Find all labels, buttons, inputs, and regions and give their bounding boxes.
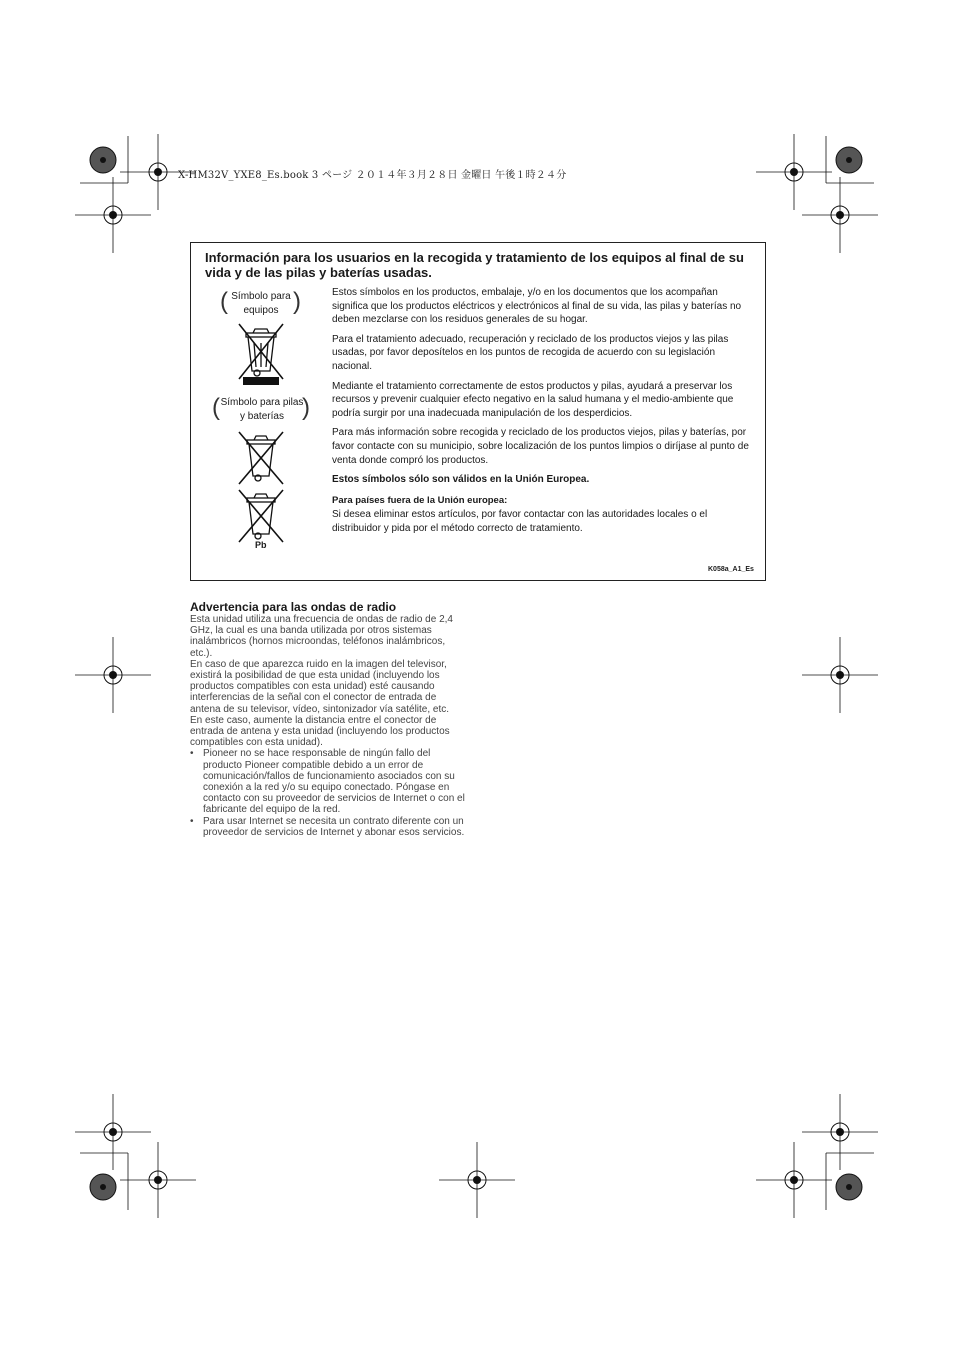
info-paragraph: Para más información sobre recogida y reciclado de los productos viejos, pilas y baterías, por favor contacte con su municipio, sobre localización de los puntos limpios o diríjase al punto de venta donde compró los productos. [332,427,749,466]
radio-section-body [190,614,465,838]
info-paragraph: Mediante el tratamiento correctamente de estos productos y pilas, ayudará a preservar los recursos y prevenir cualquier efecto negativo en la salud humana y el medio-ambiente que podría surgir por una inadecuada manipulación de los desperdicios. [332,380,734,419]
non-eu-heading: Para países fuera de la Unión europea: [332,494,508,506]
crossed-bin-icon [231,321,291,383]
file-header-line: X-HM32V_YXE8_Es.book 3 ページ ２０１４年３月２８日 金曜日 午後１時２４分 [178,170,567,181]
radio-paragraph: En caso de que aparezca ruido en la imagen del televisor, existirá la posibilidad de que esta unidad (incluyendo los productos compatibles con esta unidad) esté causando interferencias de la señal con el conector de entrada de antena de su televisor, vídeo, sintonizador vía satélite, etc. [190,658,450,715]
list-item-text: Para usar Internet se necesita un contrato diferente con un proveedor de servicios de Internet y abonar esos servicios. [203,815,465,838]
paren-right-icon: ) [293,288,301,315]
info-box-title: Información para los usuarios en la recogida y tratamiento de los equipos al final de su vida y de las pilas y baterías usadas. [205,250,744,280]
eu-note: Estos símbolos sólo son válidos en la Unión Europea. [332,474,590,486]
symbol-label-batteries: Símbolo para pilas y baterías [220,397,304,422]
symbol-label-equipment: Símbolo para equipos [231,291,291,316]
black-bar [243,377,279,385]
radio-bullet-list [190,748,465,838]
list-item [190,816,465,838]
info-paragraph: Estos símbolos en los productos, embalaje, y/o en los documentos que los acompañan significa que los productos eléctricos y electrónicos al final de su vida, las pilas y baterías no deben mezclarse con los residuos generales de su hogar. [332,287,742,326]
non-eu-text: Si desea eliminar estos artículos, por favor contactar con las autoridades locales o el distribuidor y pida por el método correcto de tratamiento. [332,509,708,534]
crossed-bin-pb-icon [233,488,289,544]
radio-section-title: Advertencia para las ondas de radio [190,600,397,614]
symbol-label-equipment-wrap [220,290,302,320]
pb-label: Pb [255,540,267,550]
info-paragraph: Para el tratamiento adecuado, recuperación y reciclado de los productos viejos y las pilas usadas, por favor deposítelos en los puntos de recogida de acuerdo con su legislación nacional. [332,333,729,372]
crossed-bin-battery-icon [233,430,289,486]
bullet-icon: • [190,815,194,827]
paren-left-icon: ( [212,394,220,421]
doc-code: K058a_A1_Es [708,566,754,573]
list-item-text: Pioneer no se hace responsable de ningún fallo del producto Pioneer compatible debido a un error de comunicación/fallos de funcionamiento asociados con su conexión a la red y/o su equipo conectado. Póngase en contacto con su proveedor de servicios de Internet o con el fabricante del equipo de la red. [203,748,465,816]
radio-paragraph: En este caso, aumente la distancia entre el conector de entrada de antena y esta unidad (incluyendo los productos compatibles con esta unidad). [190,714,450,749]
list-item [190,748,465,815]
paren-right-icon: ) [302,394,310,421]
radio-paragraph: Esta unidad utiliza una frecuencia de ondas de radio de 2,4 GHz, la cual es una banda utilizada por otros sistemas inalámbricos (hornos microondas, teléfonos inalámbricos, etc.). [190,614,453,659]
paren-left-icon: ( [220,288,228,315]
info-paragraphs [332,286,756,542]
symbol-label-batteries-wrap [212,396,312,426]
bullet-icon: • [190,748,194,760]
